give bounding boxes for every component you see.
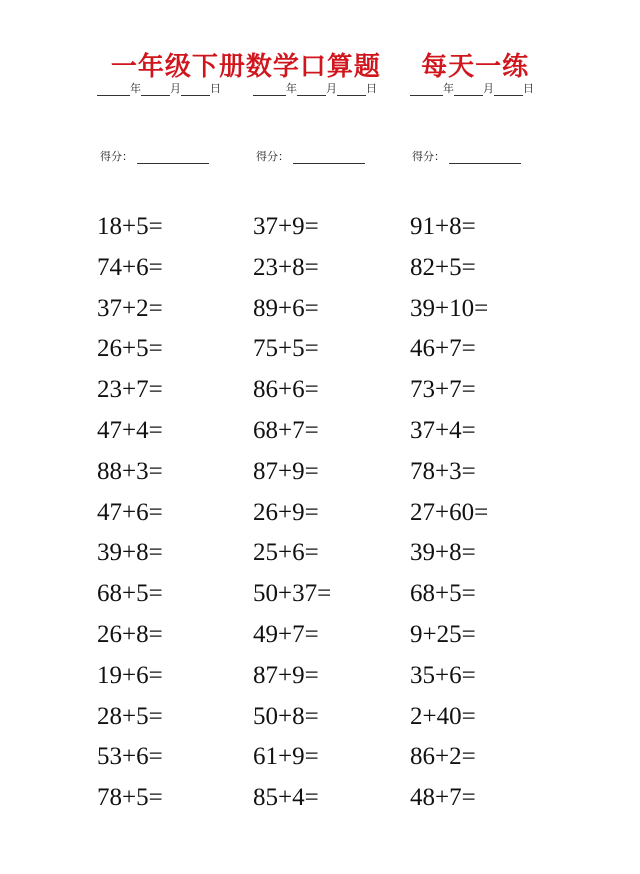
arithmetic-problem: 50+37=	[253, 580, 332, 608]
year-label: 年	[443, 82, 454, 95]
arithmetic-problem: 35+6=	[410, 661, 476, 689]
arithmetic-problem: 86+2=	[410, 743, 476, 771]
month-label: 月	[483, 82, 494, 95]
arithmetic-problem: 87+9=	[253, 661, 319, 689]
score-field-3[interactable]	[412, 148, 521, 164]
arithmetic-problem: 88+3=	[97, 457, 163, 485]
arithmetic-problem: 87+9=	[253, 457, 319, 485]
arithmetic-problem: 23+7=	[97, 376, 163, 404]
year-label: 年	[286, 82, 297, 95]
arithmetic-problem: 47+4=	[97, 417, 163, 444]
arithmetic-problem: 61+9=	[253, 743, 319, 771]
arithmetic-problem: 49+7=	[253, 621, 319, 648]
arithmetic-problem: 39+8=	[410, 539, 476, 567]
arithmetic-problem: 25+6=	[253, 539, 319, 567]
score-label: 得分：	[256, 150, 289, 163]
arithmetic-problem: 53+6=	[97, 743, 163, 771]
arithmetic-problem: 74+6=	[97, 253, 163, 281]
arithmetic-problem: 9+25=	[410, 621, 476, 648]
arithmetic-problem: 91+8=	[410, 213, 476, 240]
arithmetic-problem: 68+5=	[97, 580, 163, 608]
day-label: 日	[210, 82, 221, 95]
worksheet-title: 一年级下册数学口算题 每天一练	[110, 52, 530, 82]
arithmetic-problem: 39+10=	[410, 294, 489, 322]
arithmetic-problem: 26+5=	[97, 335, 163, 363]
arithmetic-problem: 50+8=	[253, 702, 319, 730]
arithmetic-problem: 73+7=	[410, 376, 476, 404]
arithmetic-problem: 82+5=	[410, 253, 476, 281]
arithmetic-problem: 86+6=	[253, 376, 319, 404]
arithmetic-problem: 39+8=	[97, 539, 163, 567]
arithmetic-problem: 78+5=	[97, 784, 163, 812]
day-label: 日	[366, 82, 377, 95]
arithmetic-problem: 47+6=	[97, 498, 163, 526]
date-line-3	[410, 80, 534, 96]
score-field-1[interactable]	[100, 148, 209, 164]
arithmetic-problem: 23+8=	[253, 253, 319, 281]
date-line-2	[253, 80, 377, 96]
year-label: 年	[130, 82, 141, 95]
month-label: 月	[326, 82, 337, 95]
arithmetic-problem: 75+5=	[253, 335, 319, 363]
arithmetic-problem: 68+5=	[410, 580, 476, 608]
arithmetic-problem: 37+2=	[97, 294, 163, 322]
arithmetic-problem: 48+7=	[410, 784, 476, 812]
arithmetic-problem: 26+8=	[97, 621, 163, 648]
arithmetic-problem: 28+5=	[97, 702, 163, 730]
arithmetic-problem: 19+6=	[97, 661, 163, 689]
arithmetic-problem: 46+7=	[410, 335, 476, 363]
score-field-2[interactable]	[256, 148, 365, 164]
arithmetic-problem: 26+9=	[253, 498, 319, 526]
score-label: 得分：	[100, 150, 133, 163]
day-label: 日	[523, 82, 534, 95]
arithmetic-problem: 2+40=	[410, 702, 476, 730]
arithmetic-problem: 78+3=	[410, 457, 476, 485]
arithmetic-problem: 85+4=	[253, 784, 319, 812]
arithmetic-problem: 37+9=	[253, 213, 319, 240]
month-label: 月	[170, 82, 181, 95]
date-line-1	[97, 80, 221, 96]
arithmetic-problem: 68+7=	[253, 417, 319, 444]
score-label: 得分：	[412, 150, 445, 163]
arithmetic-problem: 37+4=	[410, 417, 476, 444]
arithmetic-problem: 27+60=	[410, 498, 489, 526]
arithmetic-problem: 89+6=	[253, 294, 319, 322]
arithmetic-problem: 18+5=	[97, 213, 163, 240]
